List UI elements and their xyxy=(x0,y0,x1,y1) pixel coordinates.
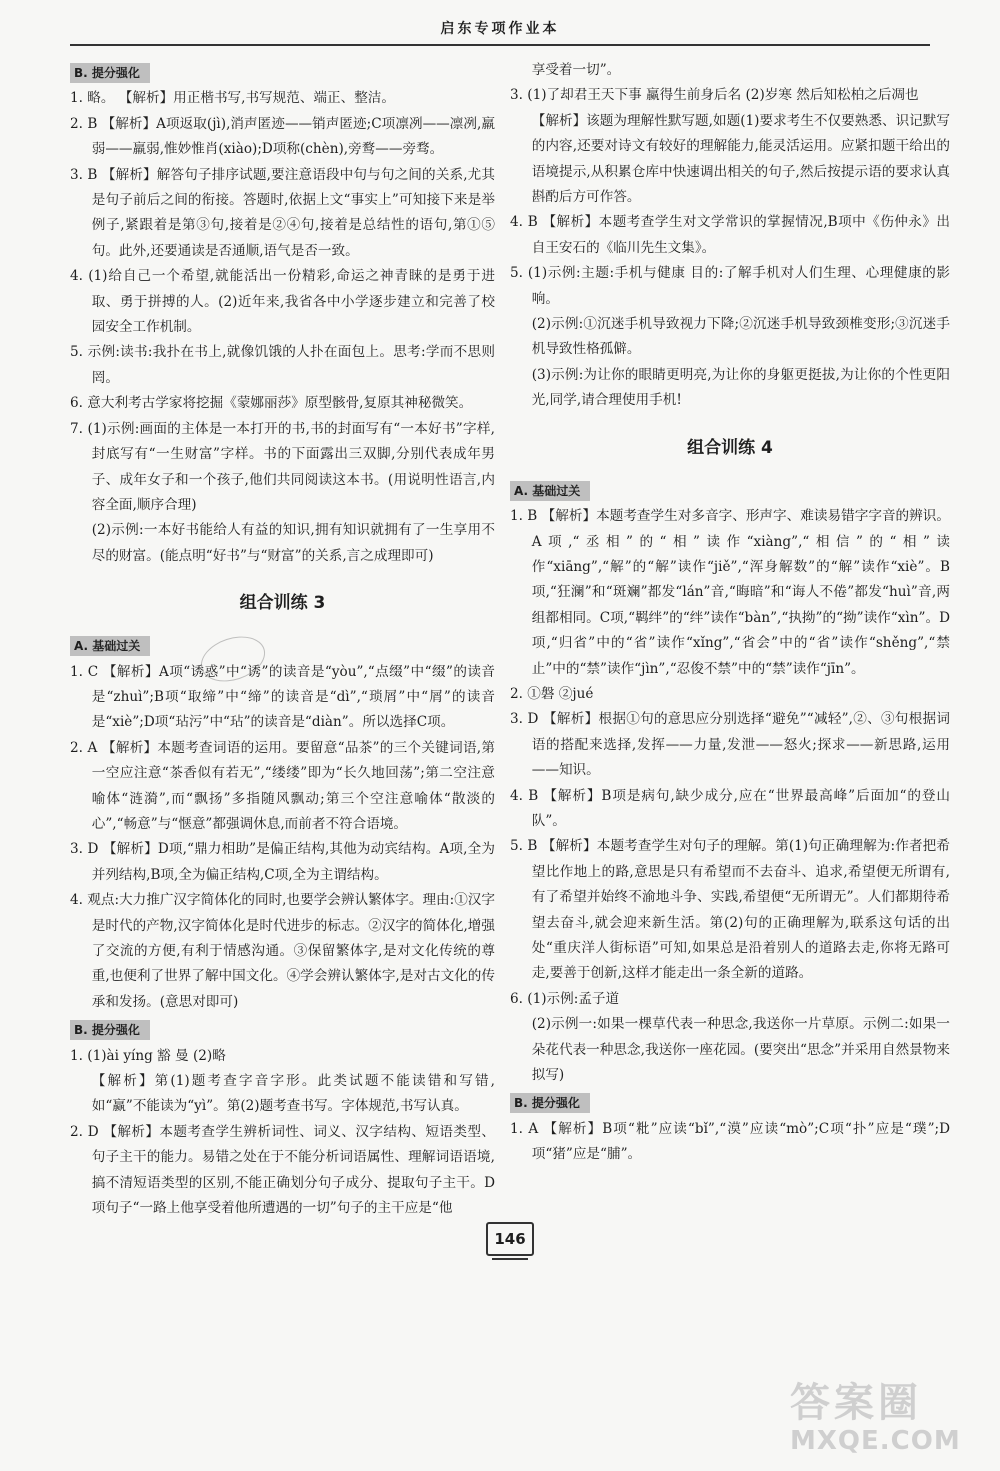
section-label: B. 提分强化 xyxy=(70,63,150,83)
answer-item: (2)示例:一本好书能给人有益的知识,拥有知识就拥有了一生享用不尽的财富。(能点明“好书”与“财富”的关系,言之成理即可) xyxy=(91,522,495,564)
answer-item: 6. (1)示例:孟子道 xyxy=(510,990,620,1007)
answer-item: 3. D 【解析】D项,“鼎力相助”是偏正结构,其他为动宾结构。A项,全为并列结构,B项,全为偏正结构,C项,全为主谓结构。 xyxy=(70,841,495,883)
answer-item: (3)示例:为让你的眼睛更明亮,为让你的身躯更挺拔,为让你的个性更阳光,同学,请合理使用手机! xyxy=(531,366,950,409)
answer-item: 4. B 【解析】本题考查学生对文学常识的掌握情况,B项中《伤仲永》出自王安石的《临川先生文集》。 xyxy=(510,214,950,256)
answer-item: 4. (1)给自己一个希望,就能活出一份精彩,命运之神青睐的是勇于进取、勇于拼搏的人。(2)近年来,我省各中小学逐步建立和完善了校园安全工作机制。 xyxy=(70,268,495,336)
answer-item: 1. A 【解析】B项“粃”应读“bǐ”,“漠”应读“mò”;C项“扑”应是“璞”;D项“猪”应是“脯”。 xyxy=(510,1120,950,1163)
answer-item: 5. 示例:读书:我扑在书上,就像饥饿的人扑在面包上。思考:学而不思则罔。 xyxy=(70,344,495,386)
section-label: B. 提分强化 xyxy=(510,1093,590,1113)
answer-item: 2. B 【解析】A项返取(jì),消声匿迹——销声匿迹;C项凛冽——凛冽,羸弱——羸弱,惟妙惟肖(xiào);D项称(chèn),旁鹜——旁骛。 xyxy=(70,115,495,158)
answer-item: 2. ①磐 ②jué xyxy=(510,685,594,702)
section-title: 组合训练 3 xyxy=(239,593,326,614)
watermark-logo: 答案圈 xyxy=(790,1380,922,1426)
answer-item: 5. B 【解析】本题考查学生对句子的理解。第(1)句正确理解为:作者把希望比作地上的路,意思是只有希望而不去奋斗、追求,希望便无所谓有,有了希望并始终不渝地斗争、实践,希望便“无所谓无”。人们都期待希望去奋斗,就会迎来新生活。第(2)句的正确理解为,联系这句话的出处“重庆洋人街标语”可知,如果总是沿着别人的道路去走,你将无路可走,要善于创新,这样才能走出一条全新的道路。 xyxy=(510,838,950,982)
watermark xyxy=(790,1380,990,1460)
page-number: 146 xyxy=(486,1222,534,1256)
answer-item: 1. C 【解析】A项“诱惑”中“诱”的读音是“yòu”,“点缀”中“缀”的读音是“zhuì”;B项“取缔”中“缔”的读音是“dì”,“琐屑”中“屑”的读音是“xiè”;D项“玷污”中“玷”的读音是“diàn”。所以选择C项。 xyxy=(70,663,495,731)
answer-item: 7. (1)示例:画面的主体是一本打开的书,书的封面写有“一本好书”字样,封底写有“一生财富”字样。书的下面露出三双脚,分别代表成年男子、成年女子和一个孩子,他们共同阅读这本书。(用说明性语言,内容全面,顺序合理) xyxy=(70,420,495,513)
answer-explanation: 【解析】第(1)题考查字音字形。此类试题不能读错和写错,如“赢”不能读为“yì”。第(2)题考查书写。字体规范,书写认真。 xyxy=(91,1073,495,1115)
section-title: 组合训练 4 xyxy=(687,437,773,458)
answer-item: (2)示例:①沉迷手机导致视力下降;②沉迷手机导致颈椎变形;③沉迷手机导致性格孤僻。 xyxy=(531,316,950,358)
answer-item: 4. B 【解析】B项是病句,缺少成分,应在“世界最高峰”后面加“的登山队”。 xyxy=(510,787,950,829)
answer-item: 3. B 【解析】解答句子排序试题,要注意语段中句与句之间的关系,尤其是句子前后之间的衔接。答题时,依据上文“事实上”可知接下来是举例子,紧跟着是第③句,接着是②④句,接着是总结性的语句,第①⑤句。此外,还要通读是否通顺,语气是否一致。 xyxy=(70,166,495,259)
answer-item: 5. (1)示例:主题:手机与健康 目的:了解手机对人们生理、心理健康的影响。 xyxy=(510,265,950,307)
answer-item: 2. D 【解析】本题考查学生辨析词性、词义、汉字结构、短语类型、句子主干的能力。易错之处在于不能分析词语属性、理解词语语境,搞不清短语类型的区别,不能正确划分句子成分、提取句子主干。D项句子“一路上他享受着他所遭遇的一切”句子的主干应是“他 xyxy=(70,1123,495,1217)
answer-item: 1. B 【解析】本题考查学生对多音字、形声字、难读易错字字音的辨识。A项,“丞相”的“相”读作“xiàng”,“相信”的“相”读作“xiāng”,“解”的“解”读作“jiě”,“浑身解数”的“解”读作“xiè”。B项,“狂澜”和“斑斓”都发“lán”音,“晦暗”和“诲人不倦”都发“huì”音,两组都相同。C项,“羁绊”的“绊”读作“bàn”,“执拗”的“拗”读作“xìn”。D项,“归省”中的“省”读作“xǐng”,“省会”中的“省”读作“shěng”,“禁止”中的“禁”读作“jìn”,“忍俊不禁”中的“禁”读作“jīn”。 xyxy=(510,508,950,677)
answer-item: 3. D 【解析】根据①句的意思应分别选择“避免”“减轻”,②、③句根据词语的搭配来选择,发挥——力量,发泄——怒火;探求——新思路,运用——知识。 xyxy=(510,711,950,779)
page-header: 启东专项作业本 xyxy=(70,0,930,46)
answer-item: 1. (1)ài yíng 豁 曼 (2)略 xyxy=(70,1047,226,1064)
answer-item: 2. A 【解析】本题考查词语的运用。要留意“品茶”的三个关键词语,第一空应注意“茶香似有若无”,“缕缕”即为“长久地回荡”;第二空注意喻体“涟漪”,而“飘扬”多指随风飘动;第三个空注意喻体“散淡的心”,“畅意”与“惬意”都强调休息,而前者不符合语境。 xyxy=(70,739,495,832)
section-label: A. 基础过关 xyxy=(70,636,150,656)
right-column xyxy=(510,58,950,1168)
left-column xyxy=(70,58,495,1221)
answer-item: (2)示例一:如果一棵草代表一种思念,我送你一片草原。示例二:如果一朵花代表一种思念,我送你一座花园。(要突出“思念”并采用自然景物来拟写) xyxy=(531,1016,950,1084)
watermark-url: MXQE.COM xyxy=(790,1426,961,1456)
section-label: A. 基础过关 xyxy=(510,481,590,501)
answer-item: 3. (1)了却君王天下事 赢得生前身后名 (2)岁寒 然后知松柏之后凋也 xyxy=(510,87,919,104)
section-label: B. 提分强化 xyxy=(70,1020,150,1040)
answer-item: 6. 意大利考古学家将挖掘《蒙娜丽莎》原型骸骨,复原其神秘微笑。 xyxy=(70,395,473,412)
answer-explanation: 【解析】该题为理解性默写题,如题(1)要求考生不仅要熟悉、识记默写的内容,还要对诗文有较好的理解能力,能灵活运用。应紧扣题干给出的语境提示,从积累仓库中快速调出相关的句子,然后按提示语的要求认真斟酌后方可作答。 xyxy=(531,112,950,206)
answer-continuation: 享受着一切”。 xyxy=(531,62,621,78)
answer-item: 1. 略。 【解析】用正楷书写,书写规范、端正、整洁。 xyxy=(70,90,395,107)
answer-item: 4. 观点:大力推广汉字简体化的同时,也要学会辨认繁体字。理由:①汉字是时代的产物,汉字简体化是时代进步的标志。②汉字的简体化,增强了交流的方便,有利于情感沟通。③保留繁体字,是对文化传统的尊重,也便利了世界了解中国文化。④学会辨认繁体字,是对古文化的传承和发扬。(意思对即可) xyxy=(70,892,495,1010)
